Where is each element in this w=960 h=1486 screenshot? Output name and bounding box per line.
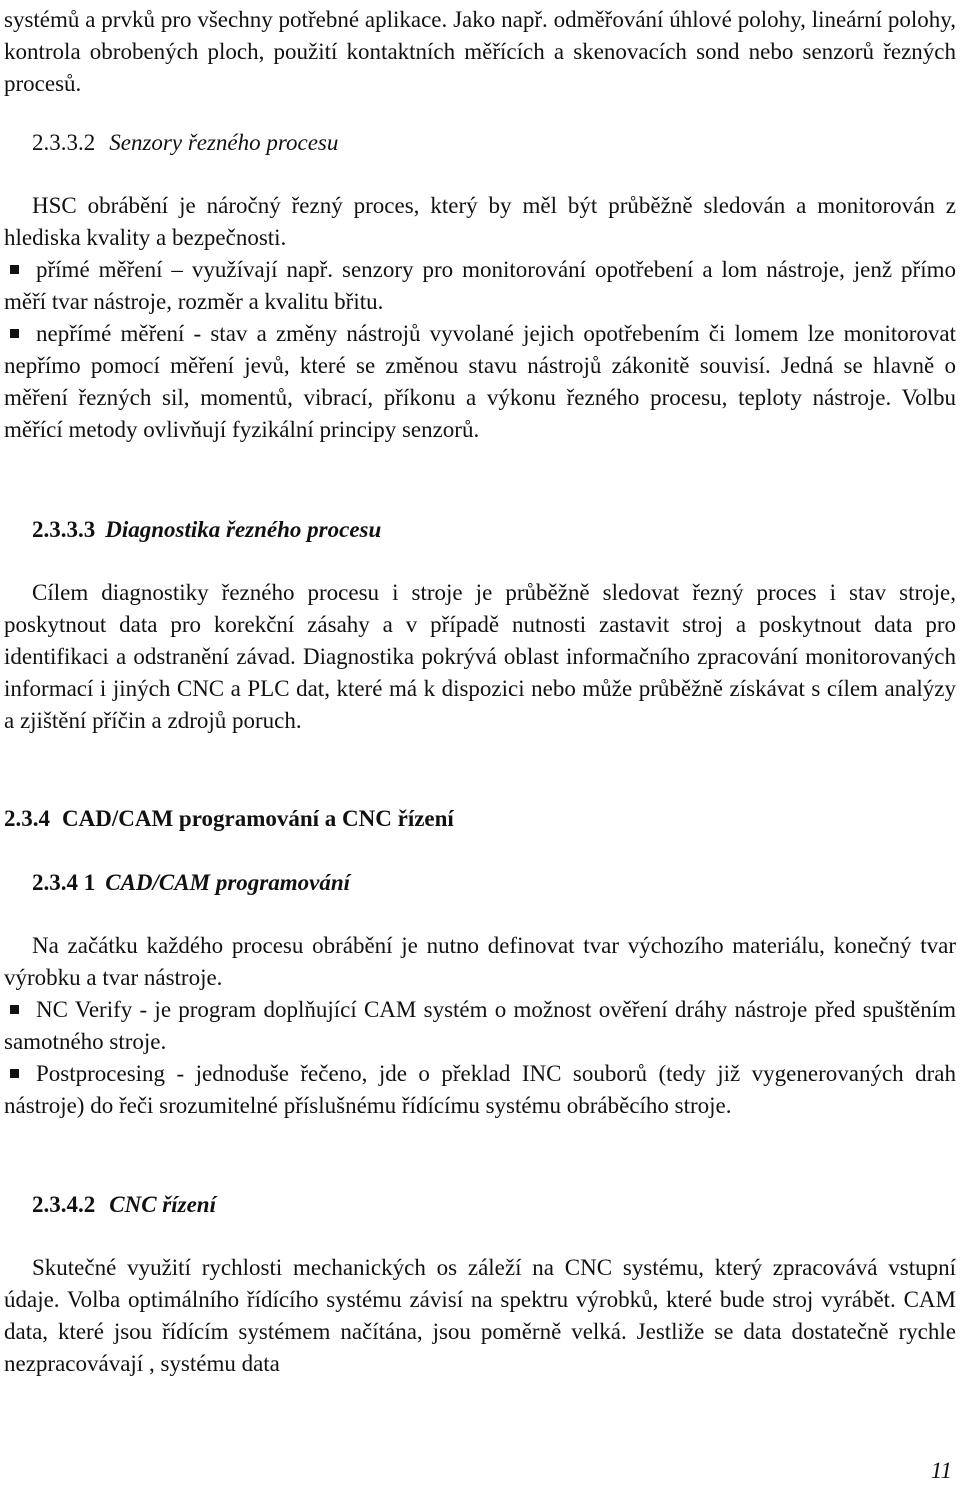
intro-block — [4, 4, 956, 100]
section-heading — [4, 803, 956, 835]
bullet-text: přímé měření – využívají např. senzory pro monitorování opotřebení a lom nástroje, jenž přímo měří tvar nástroje, rozměr a kvalitu břitu. — [4, 257, 956, 314]
paragraph: Na začátku každého procesu obrábění je nutno definovat tvar výchozího materiálu, konečný tvar výrobku a tvar nástroje. — [4, 933, 956, 990]
section-2341-body — [4, 930, 956, 1122]
section-heading — [4, 1189, 956, 1221]
section-234 — [4, 803, 956, 835]
bullet-text: Postprocesing - jednoduše řečeno, jde o překlad INC souborů (tedy již vygenerovaných drah nástroje) do řeči srozumitelné příslušnému řídícímu systému obráběcího stroje. — [4, 1061, 956, 1118]
section-2342 — [4, 1189, 956, 1221]
intro-paragraph: systémů a prvků pro všechny potřebné aplikace. Jako např. odměřování úhlové polohy, lineární polohy, kontrola obrobených ploch, použití kontaktních měřících a skenovacích sond nebo senzorů řezných procesů. — [4, 7, 956, 96]
bullet-square-icon — [10, 329, 19, 338]
bullet-text: nepřímé měření - stav a změny nástrojů vyvolané jejich opotřebením či lomem lze monitorovat nepřímo pomocí měření jevů, které se změnou stavu nástrojů zákonitě souvisí. Jedná se hlavně o měření řezných sil, momentů, vibrací, příkonu a výkonu řezného procesu, teploty nástroje. Volbu měřící metody ovlivňují fyzikální principy senzorů. — [4, 321, 956, 442]
section-title: CAD/CAM programování — [105, 870, 350, 895]
bullet-square-icon — [10, 1005, 19, 1014]
section-number: 2.3.3.3 — [32, 517, 96, 542]
page-number: 11 — [930, 1458, 952, 1483]
section-2332-body — [4, 190, 956, 446]
bullet-item — [4, 318, 956, 446]
bullet-square-icon — [10, 265, 19, 274]
section-heading — [4, 514, 956, 546]
section-number: 2.3.4 1 — [32, 870, 96, 895]
paragraph: Skutečné využití rychlosti mechanických os záleží na CNC systému, který zpracovává vstupní údaje. Volba optimálního řídícího systému závisí na spektru výrobků, které bude stroj vyrábět. CAM data, které jsou řídícím systémem načítána, jsou poměrně velká. Jestliže se data dostatečně rychle nezpracovávají , systému data — [4, 1255, 956, 1376]
section-number: 2.3.4.2 — [32, 1192, 96, 1217]
section-heading — [4, 867, 956, 899]
section-2333-body — [4, 577, 956, 737]
bullet-text: NC Verify - je program doplňující CAM systém o možnost ověření dráhy nástroje před spuštěním samotného stroje. — [4, 997, 956, 1054]
paragraph: HSC obrábění je náročný řezný proces, který by měl být průběžně sledován a monitorován z hlediska kvality a bezpečnosti. — [4, 193, 956, 250]
section-2342-body — [4, 1252, 956, 1380]
section-2333 — [4, 514, 956, 546]
section-heading — [4, 127, 956, 159]
section-2341 — [4, 867, 956, 899]
section-title: Diagnostika řezného procesu — [105, 517, 382, 542]
section-number: 2.3.3.2 — [32, 130, 96, 155]
bullet-square-icon — [10, 1069, 19, 1078]
bullet-item — [4, 994, 956, 1058]
section-title: CNC řízení — [109, 1192, 216, 1217]
section-title: CAD/CAM programování a CNC řízení — [62, 806, 454, 831]
bullet-item — [4, 1058, 956, 1122]
section-title: Senzory řezného procesu — [109, 130, 339, 155]
bullet-item — [4, 254, 956, 318]
section-2332 — [4, 127, 956, 159]
paragraph: Cílem diagnostiky řezného procesu i stroje je průběžně sledovat řezný proces i stav stroje, poskytnout data pro korekční zásahy a v případě nutnosti zastavit stroj a poskytnout data pro identifikaci a odstranění závad. Diagnostika pokrývá oblast informačního zpracování monitorovaných informací i jiných CNC a PLC dat, které má k dispozici nebo může průběžně získávat s cílem analýzy a zjištění příčin a zdrojů poruch. — [4, 580, 956, 733]
section-number: 2.3.4 — [4, 806, 50, 831]
